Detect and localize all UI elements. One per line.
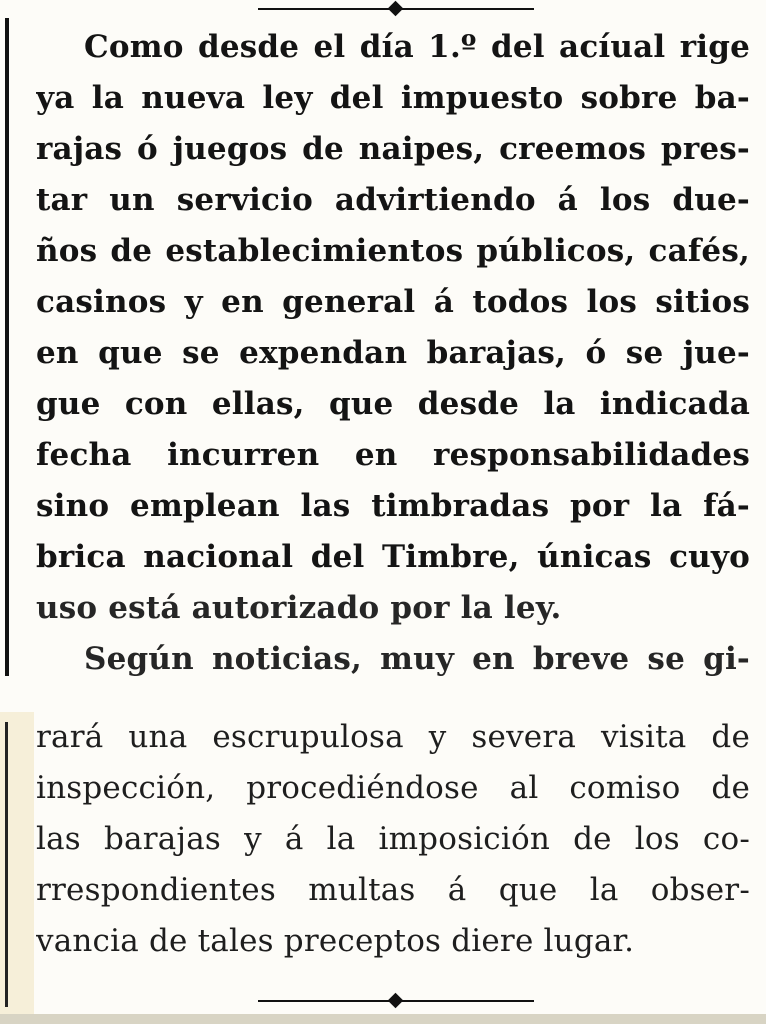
text-line: casinos y en general á todos los sitios	[36, 284, 750, 320]
ornamental-divider-bottom	[258, 994, 534, 1008]
column-rule-lower	[5, 722, 8, 1007]
text-line: inspección, procediéndose al comiso de	[36, 770, 750, 806]
article-upper-block	[36, 22, 750, 685]
text-line: fecha incurren en responsabilidades	[36, 437, 750, 473]
text-line: brica nacional del Timbre, únicas cuyo	[36, 539, 750, 575]
scan-edge-shadow	[0, 1014, 766, 1024]
text-line: ya la nueva ley del impuesto sobre ba-	[36, 80, 750, 116]
text-line: gue con ellas, que desde la indicada	[36, 386, 750, 422]
text-line: rará una escrupulosa y severa visita de	[36, 719, 750, 755]
text-line: en que se expendan barajas, ó se jue-	[36, 335, 750, 371]
text-line: rajas ó juegos de naipes, creemos pres-	[36, 131, 750, 167]
text-line: tar un servicio advirtiendo á los due-	[36, 182, 750, 218]
ornamental-divider-top	[258, 2, 534, 16]
text-line: Según noticias, muy en breve se gi-	[84, 641, 750, 677]
text-line: Como desde el día 1.º del acíual rige	[84, 29, 750, 65]
column-rule-upper	[5, 18, 9, 676]
divider-diamond-icon	[388, 1, 404, 17]
article-lower-block	[36, 712, 750, 967]
text-line: uso está autorizado por la ley.	[36, 590, 562, 626]
text-line: las barajas y á la imposición de los co-	[36, 821, 750, 857]
text-line: rrespondientes multas á que la obser-	[36, 872, 750, 908]
text-line: ños de establecimientos públicos, cafés,	[36, 233, 750, 269]
text-line: sino emplean las timbradas por la fá-	[36, 488, 750, 524]
text-line: vancia de tales preceptos diere lugar.	[36, 923, 635, 959]
divider-diamond-icon	[388, 993, 404, 1009]
